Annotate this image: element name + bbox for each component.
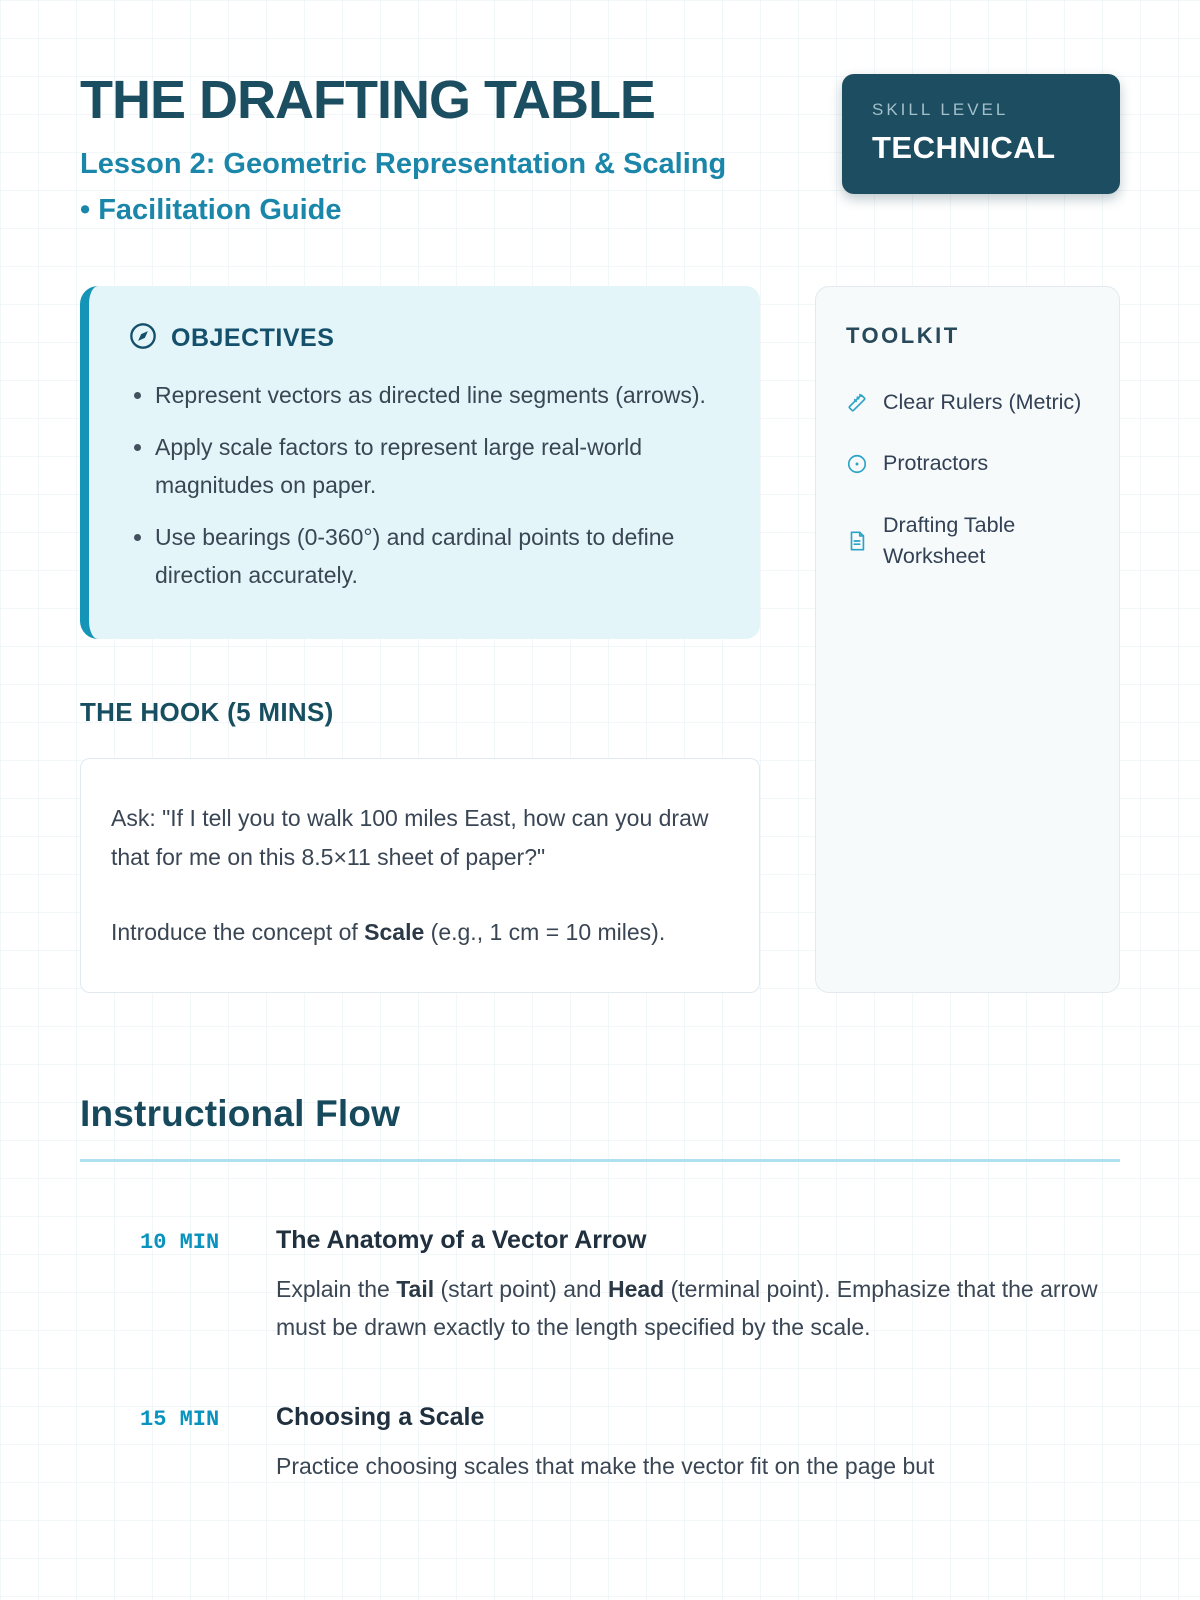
- hook-title: THE HOOK (5 MINS): [80, 696, 334, 727]
- instructional-flow-section: [80, 1093, 1120, 1486]
- step-body-text: (start point) and: [434, 1276, 608, 1303]
- flow-step: [140, 1226, 1120, 1347]
- objective-item: • Apply scale factors to represent large real-world magnitudes on paper.: [155, 429, 722, 505]
- content-columns: [80, 286, 1120, 993]
- step-heading: The Anatomy of a Vector Arrow: [276, 1226, 647, 1255]
- ruler-icon: [846, 392, 868, 414]
- toolkit-item: [846, 387, 1089, 418]
- left-column: [80, 286, 760, 993]
- step-duration: 15 MIN: [140, 1407, 220, 1433]
- objective-item: • Represent vectors as directed line segments (arrows).: [155, 377, 722, 415]
- step-content: [276, 1403, 1120, 1486]
- skill-level-label: SKILL LEVEL: [872, 100, 1009, 119]
- step-content: [276, 1226, 1120, 1347]
- objectives-title: OBJECTIVES: [171, 324, 335, 353]
- lesson-subtitle: Lesson 2: Geometric Representation & Scaling: [80, 147, 727, 180]
- step-body-text: Explain the: [276, 1276, 397, 1303]
- compass-icon: [129, 322, 157, 355]
- skill-level-badge: [842, 74, 1120, 194]
- step-body: [276, 1448, 1106, 1486]
- toolkit-item: [846, 510, 1089, 572]
- toolkit-item-label: Protractors: [883, 451, 989, 476]
- header-titles: [80, 72, 726, 228]
- step-body-text: (terminal point). Emphasize that the arrow must be drawn exactly to the length specified by the scale.: [276, 1276, 1098, 1341]
- hook-p2-prefix: Introduce the concept of: [111, 919, 365, 946]
- hook-paragraph-1: Ask: "If I tell you to walk 100 miles East, how can you draw that for me on this 8.5×11 sheet of paper?": [111, 804, 709, 871]
- page-title: THE DRAFTING TABLE: [80, 70, 655, 130]
- flow-steps: [80, 1226, 1120, 1486]
- step-body-bold: Tail: [396, 1276, 435, 1303]
- objectives-header: [129, 322, 722, 355]
- toolkit-list: [846, 387, 1089, 572]
- toolkit-item-label: Clear Rulers (Metric): [883, 390, 1082, 415]
- hook-p2-suffix: (e.g., 1 cm = 10 miles).: [424, 919, 666, 946]
- step-body-bold: Head: [607, 1276, 665, 1303]
- objectives-list: [155, 377, 722, 595]
- section-divider: [80, 1159, 1120, 1162]
- toolkit-panel: [815, 286, 1120, 993]
- worksheet-icon: [846, 530, 868, 552]
- step-heading: Choosing a Scale: [276, 1403, 485, 1432]
- step-body: [276, 1271, 1106, 1347]
- hook-p2-bold: Scale: [364, 919, 425, 946]
- skill-level-value: TECHNICAL: [872, 130, 1056, 165]
- guide-type-subtitle: • Facilitation Guide: [80, 194, 342, 227]
- step-duration: 10 MIN: [140, 1230, 220, 1256]
- toolkit-title: TOOLKIT: [846, 323, 960, 349]
- hook-box: [80, 758, 760, 993]
- instructional-flow-title: Instructional Flow: [80, 1093, 401, 1135]
- step-body-text: Practice choosing scales that make the vector fit on the page but: [276, 1453, 935, 1480]
- protractor-icon: [846, 453, 868, 475]
- toolkit-item: [846, 448, 1089, 479]
- toolkit-item-label: Drafting Table Worksheet: [883, 512, 1016, 568]
- header: [80, 72, 1120, 228]
- objective-item: • Use bearings (0-360°) and cardinal points to define direction accurately.: [155, 519, 722, 595]
- hook-paragraph-2: [111, 913, 729, 952]
- flow-step: [140, 1403, 1120, 1486]
- objectives-panel: [80, 286, 760, 639]
